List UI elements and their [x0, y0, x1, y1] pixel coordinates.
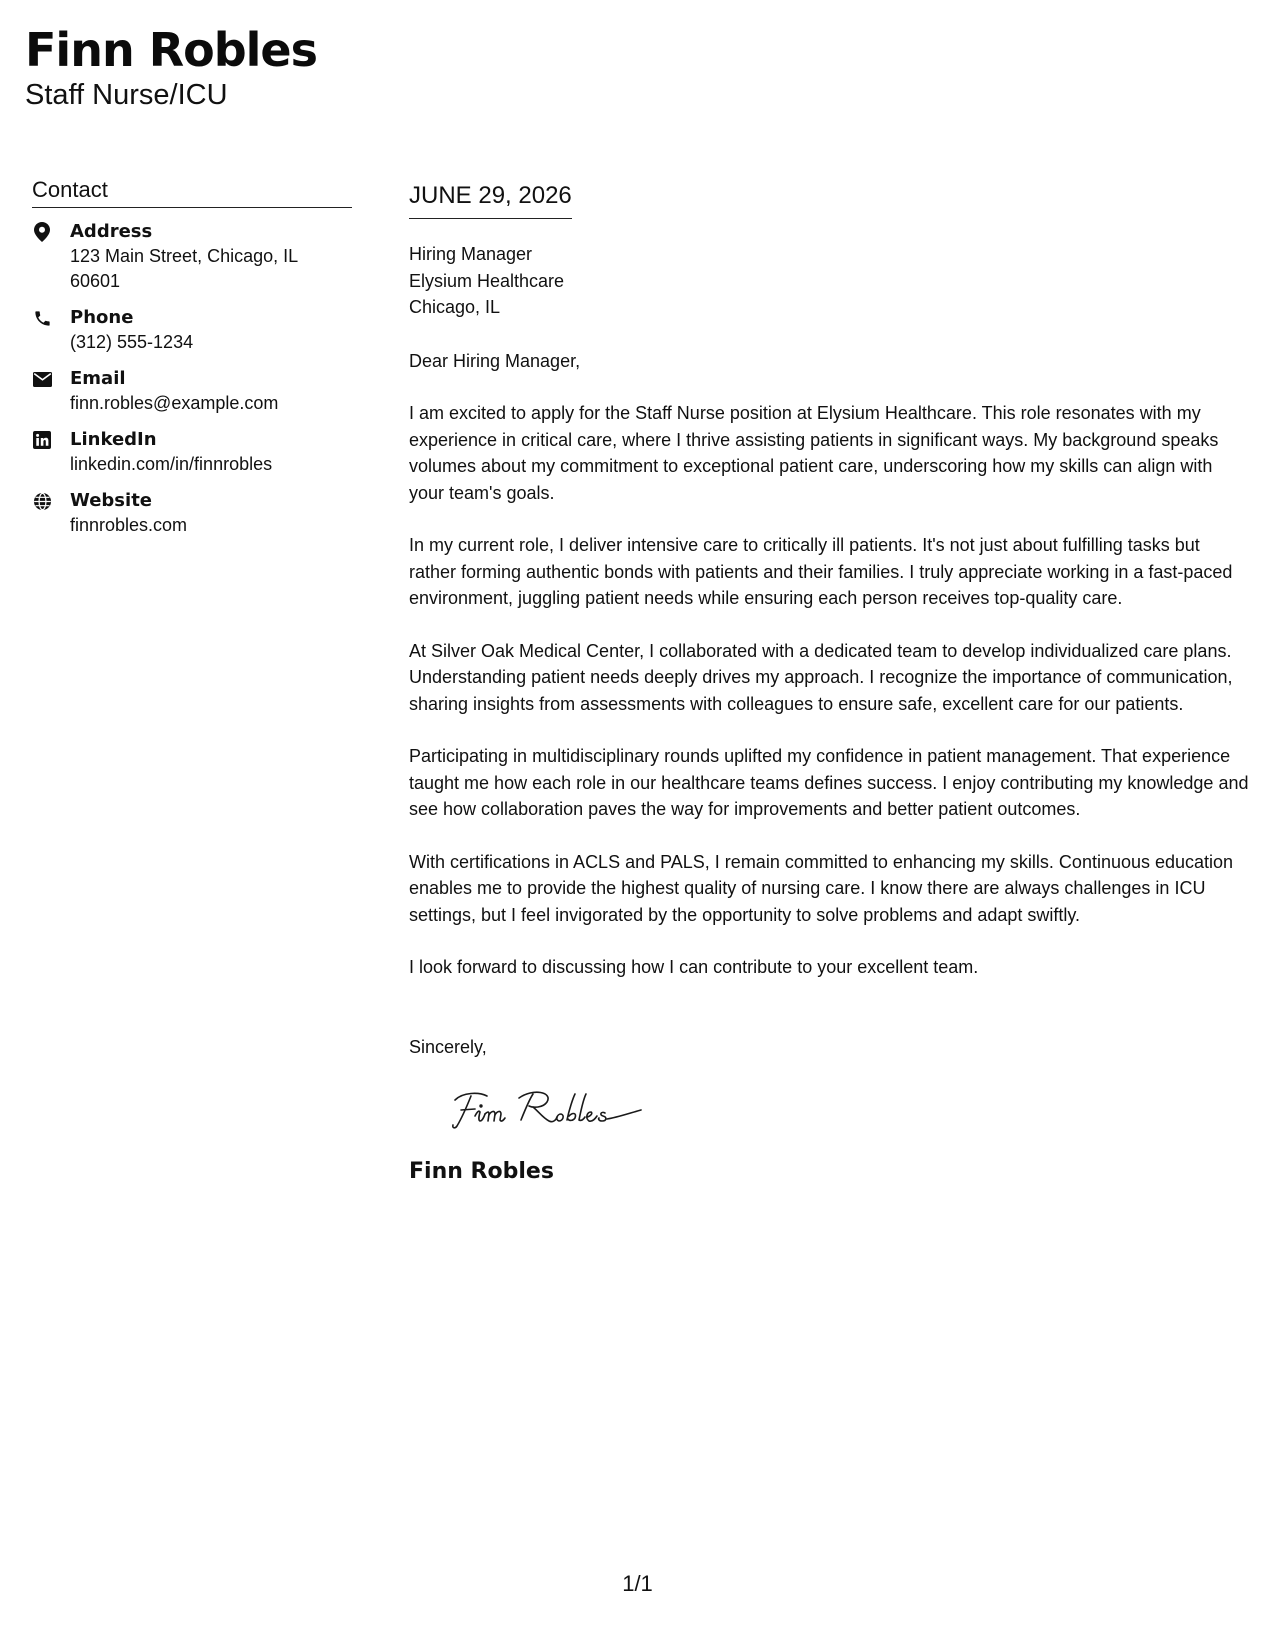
candidate-name: Finn Robles [25, 23, 317, 77]
cover-letter [409, 180, 1249, 1186]
contact-list [32, 220, 352, 538]
signer-name: Finn Robles [409, 1159, 554, 1184]
recipient-line: Chicago, IL [409, 297, 501, 317]
handwritten-signature [449, 1086, 649, 1134]
letter-paragraph: With certifications in ACLS and PALS, I remain committed to enhancing my skills. Continuous education enables me to provide the highest quality of nursing care. I know there are always challenges in ICU settings, but I feel invigorated by the opportunity to solve problems and adapt swiftly. [409, 851, 1234, 925]
letter-paragraph: Participating in multidisciplinary rounds uplifted my confidence in patient management. That experience taught me how each role in our healthcare teams defines success. I enjoy contributing my knowledge and see how collaboration paves the way for improvements and better patient outcomes. [409, 746, 1249, 819]
recipient-block [409, 241, 1249, 321]
linkedin-value: linkedin.com/in/finnrobles [70, 454, 273, 474]
contact-item-email [32, 367, 352, 416]
candidate-title: Staff Nurse/ICU [25, 79, 228, 111]
contact-label: Website [70, 490, 153, 511]
address-value: 123 Main Street, Chicago, IL 60601 [70, 246, 298, 291]
letter-paragraph: In my current role, I deliver intensive care to critically ill patients. It's not just about fulfilling tasks but rather forming authentic bonds with patients and their families. I truly appreciate working in a fast-paced environment, juggling patient needs while ensuring each person receives top-quality care. [409, 535, 1233, 608]
recipient-line: Elysium Healthcare [409, 270, 565, 291]
email-value: finn.robles@example.com [70, 393, 279, 413]
letter-paragraph: I look forward to discussing how I can contribute to your excellent team. [409, 957, 979, 977]
contact-label: Phone [70, 307, 134, 328]
envelope-icon [32, 369, 52, 389]
linkedin-icon [32, 430, 52, 450]
map-pin-icon [32, 222, 52, 242]
letter-paragraph: At Silver Oak Medical Center, I collaborated with a dedicated team to develop individualized care plans. Understanding patient needs deeply drives my approach. I recognize the importance of communication, sharing insights from assessments with colleagues to ensure safe, excellent care for our patients. [409, 640, 1233, 714]
letter-date: JUNE 29, 2026 [409, 180, 572, 219]
contact-label: LinkedIn [70, 429, 157, 450]
page-number: 1/1 [622, 1571, 653, 1596]
phone-icon [32, 308, 52, 328]
website-value: finnrobles.com [70, 515, 188, 535]
contact-item-phone [32, 306, 352, 355]
contact-item-website [32, 489, 352, 538]
contact-heading: Contact [32, 176, 352, 208]
contact-item-address [32, 220, 352, 294]
header [25, 22, 317, 112]
recipient-line: Hiring Manager [409, 244, 533, 264]
closing: Sincerely, [409, 1036, 487, 1057]
phone-value: (312) 555-1234 [70, 332, 194, 352]
letter-paragraph: I am excited to apply for the Staff Nurse position at Elysium Healthcare. This role resonates with my experience in critical care, where I thrive assisting patients in significant ways. My background speaks volumes about my commitment to exceptional patient care, underscoring how my skills can align with your team's goals. [409, 403, 1219, 503]
salutation: Dear Hiring Manager, [409, 350, 581, 371]
contact-label: Address [70, 221, 153, 242]
globe-icon [32, 491, 52, 511]
sidebar [32, 176, 352, 550]
contact-item-linkedin [32, 428, 352, 477]
contact-label: Email [70, 368, 126, 389]
